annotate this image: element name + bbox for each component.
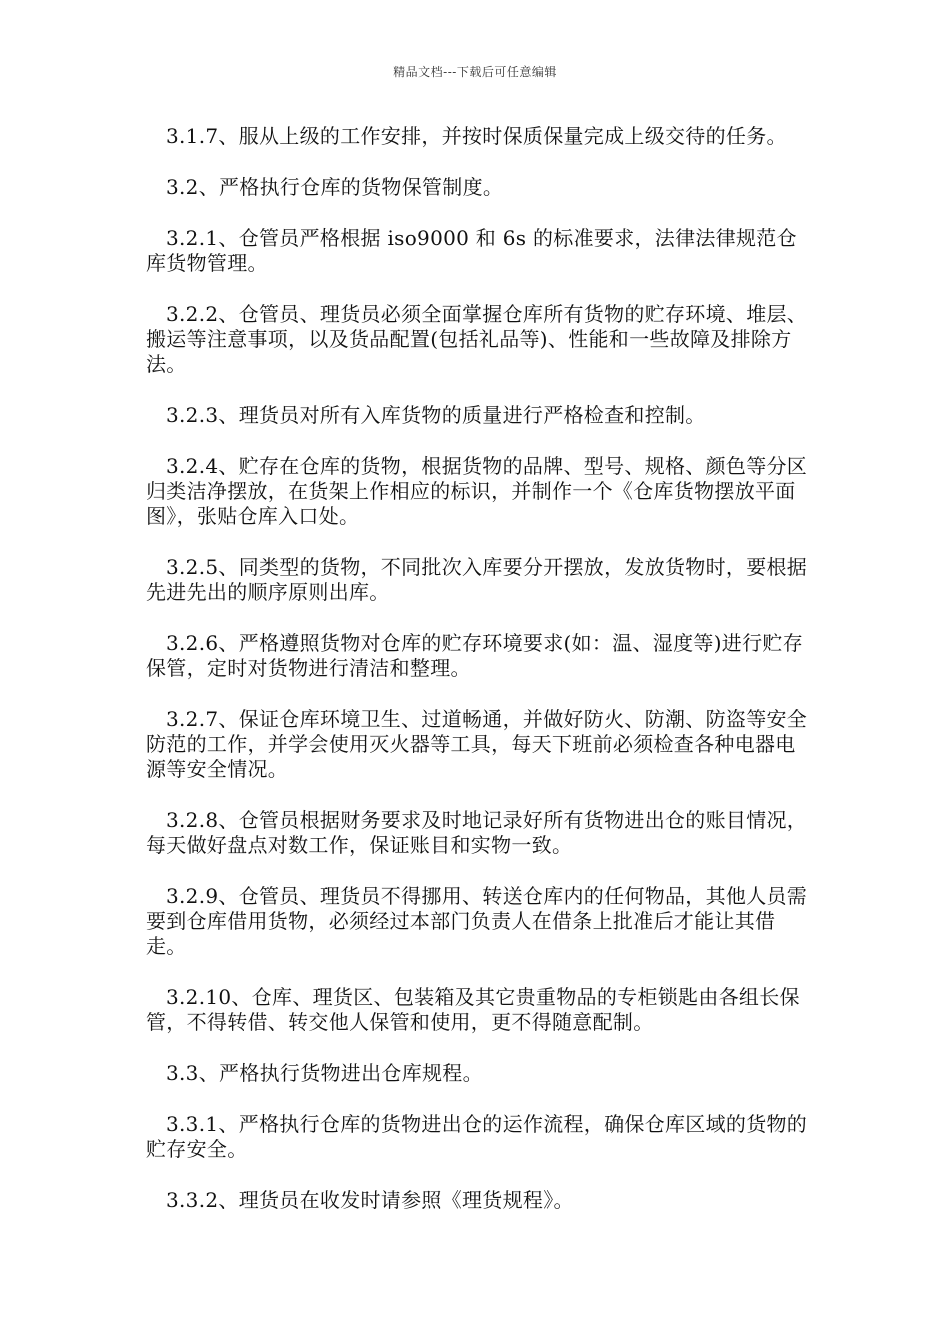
paragraph-3-2-5: 3.2.5、同类型的货物，不同批次入库要分开摆放，发放货物时，要根据先进先出的顺序原则出库。 [146,555,808,604]
paragraph-3-2-8: 3.2.8、仓管员根据财务要求及时地记录好所有货物进出仓的账目情况，每天做好盘点对数工作，保证账目和实物一致。 [146,808,808,857]
paragraph-3-3: 3.3、严格执行货物进出仓库规程。 [166,1061,483,1085]
paragraph-3-3-2: 3.3.2、理货员在收发时请参照《理货规程》。 [166,1188,574,1212]
paragraph-3-2-9: 3.2.9、仓管员、理货员不得挪用、转送仓库内的任何物品，其他人员需要到仓库借用货物，必须经过本部门负责人在借条上批准后才能让其借走。 [146,884,808,958]
document-body [146,124,810,1239]
paragraph-3-2-2: 3.2.2、仓管员、理货员必须全面掌握仓库所有货物的贮存环境、堆层、搬运等注意事项，以及货品配置(包括礼品等)、性能和一些故障及排除方法。 [146,302,808,376]
paragraph-3-2-4: 3.2.4、贮存在仓库的货物，根据货物的品牌、型号、规格、颜色等分区归类洁净摆放，在货架上作相应的标识，并制作一个《仓库货物摆放平面图》，张贴仓库入口处。 [146,454,808,528]
paragraph-3-2-10: 3.2.10、仓库、理货区、包装箱及其它贵重物品的专柜锁匙由各组长保管，不得转借、转交他人保管和使用，更不得随意配制。 [146,985,800,1034]
paragraph-3-1-7: 3.1.7、服从上级的工作安排，并按时保质保量完成上级交待的任务。 [166,124,787,148]
paragraph-3-2-1: 3.2.1、仓管员严格根据 iso9000 和 6s 的标准要求，法律法律规范仓库货物管理。 [146,226,797,275]
paragraph-3-2: 3.2、严格执行仓库的货物保管制度。 [166,175,504,199]
paragraph-3-2-6: 3.2.6、严格遵照货物对仓库的贮存环境要求(如：温、湿度等)进行贮存保管，定时对货物进行清洁和整理。 [146,631,803,680]
paragraph-3-2-7: 3.2.7、保证仓库环境卫生、过道畅通，并做好防火、防潮、防盗等安全防范的工作，并学会使用灭火器等工具，每天下班前必须检查各种电器电源等安全情况。 [146,707,808,781]
page-header: 精品文档---下载后可任意编辑 [393,65,557,79]
paragraph-3-3-1: 3.3.1、严格执行仓库的货物进出仓的运作流程，确保仓库区域的货物的贮存安全。 [146,1112,808,1161]
paragraph-3-2-3: 3.2.3、理货员对所有入库货物的质量进行严格检查和控制。 [166,403,706,427]
